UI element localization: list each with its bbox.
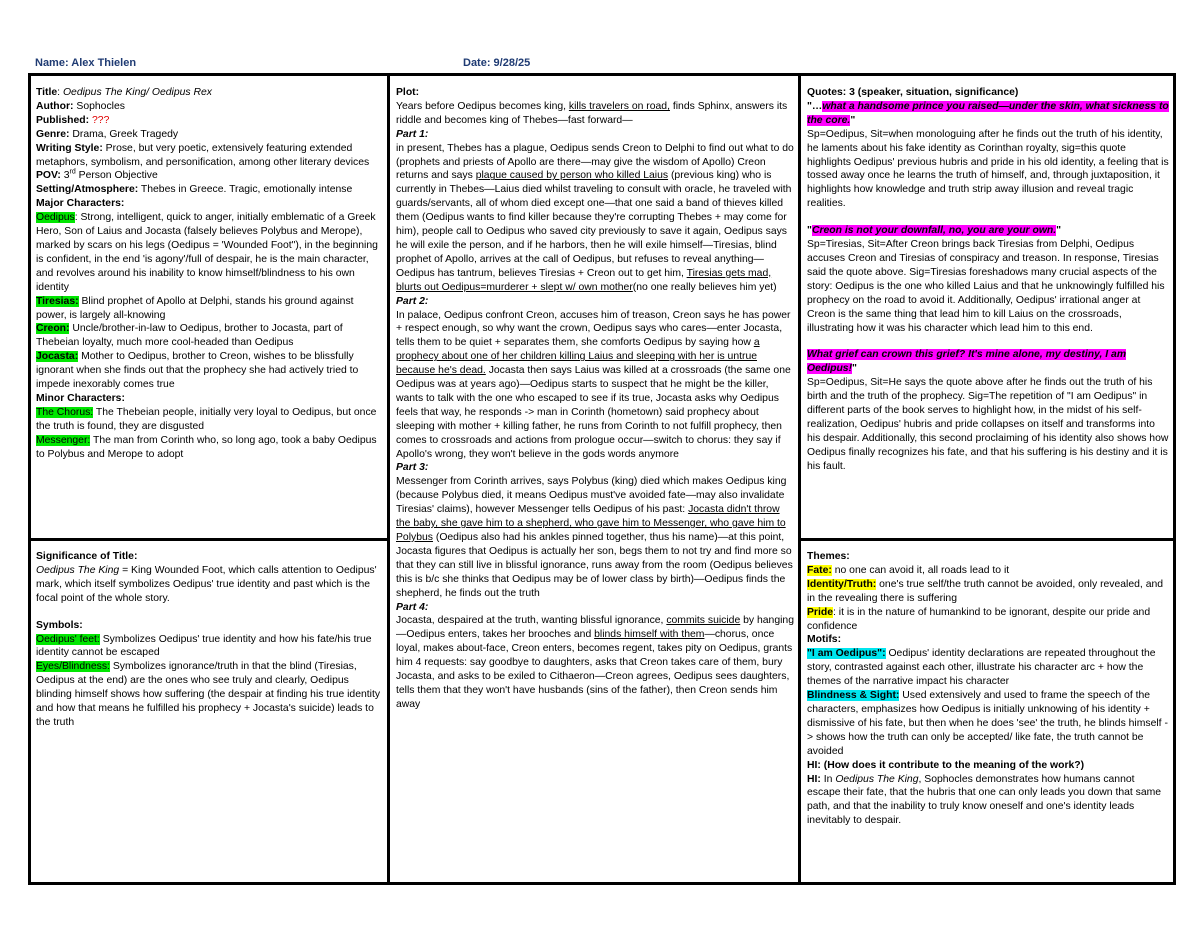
character-tiresias: Tiresias: Blind prophet of Apollo at Delphi, stands his ground against power, is largely all-knowing xyxy=(36,295,354,321)
quote-3: What grief can crown this grief? It's mine alone, my destiny, I am Oedipus!" xyxy=(807,349,1127,375)
assignment-date: Date: 9/28/25 xyxy=(463,57,531,69)
themes-cell xyxy=(807,550,1169,880)
quote-2: "Creon is not your downfall, no, you are your own." xyxy=(807,225,1062,237)
plot-intro: Years before Oedipus becomes king, kills travelers on road, finds Sphinx, answers its riddle and becomes king of Thebes—fast forward— xyxy=(396,100,788,126)
motif-blindness-sight: Blindness & Sight: Used extensively and used to frame the speech of the characters, emphasizes how Oedipus is initially unknowing of his identity + dismissive of his fate, but then when he does 'see' the truth, he blinds himself -> shows how the truth can only be accepted/ like fate, the truth cannot be avoided xyxy=(807,690,1168,757)
theme-pride: Pride: it is in the nature of humankind to be ignorant, despite our pride and confidence xyxy=(807,606,1151,632)
character-oedipus: Oedipus: Strong, intelligent, quick to anger, initially emblematic of a Greek Hero, Son of Laius and Jocasta (falsely believes Polybus and Merope), marked by scars on his legs (Oedipus = 'Wounded Foot"), in the beginning is confident, in the end 'is agony'/full of despair, he is the main character, and revolves around his inability to know himself/blindness to his own identity xyxy=(36,212,378,293)
quote-2-analysis: Sp=Tiresias, Sit=After Creon brings back Tiresias from Delphi, Oedipus accuses Creon and Tiresias of conspiracy and treason. In response, Tiresias said the quote above. Sig=Tiresias foreshadows many crucial aspects of the story: Oedipus is the one who killed Laius and that he unknowingly fulfilled his prophecy on the road to avoid it. Additionally, Oedipus' irrational anger at Creon is the same thing that lead him to kill Laius on the crossroads, illustrating how it was his character which lead him to this end. xyxy=(807,239,1165,334)
character-messenger: Messenger: The man from Corinth who, so long ago, took a baby Oedipus to Polybus and Merope to adopt xyxy=(36,434,377,460)
motifs-heading: Motifs: xyxy=(807,634,842,646)
part-3-heading: Part 3: xyxy=(396,462,429,474)
quote-3-analysis: Sp=Oedipus, Sit=He says the quote above after he finds out the truth of his birth and the truth of the prophecy. Sig=The repetition of "I am Oedipus" in different parts of the book serves to highlight how, in the midst of his self-realization, Oedipus' hubris and pride collapses on itself and transforms into his despair. Additionally, this second proclaiming of his identity also shows how Oedipus finally recognizes his fate, and that his suffering is his destiny and it is his fault. xyxy=(807,377,1169,472)
part-2-heading: Part 2: xyxy=(396,295,429,307)
book-info-cell xyxy=(36,86,383,536)
author-value: Sophocles xyxy=(76,100,125,112)
character-creon: Creon: Uncle/brother-in-law to Oedipus, brother to Jocasta, part of Thebeian loyalty, much more cool-headed than Oedipus xyxy=(36,323,343,349)
themes-heading: Themes: xyxy=(807,551,850,562)
part-4-text: Jocasta, despaired at the truth, wanting blissful ignorance, commits suicide by hanging—Oedipus enters, takes her brooches and blinds himself with them—chorus, once loyal, makes about-face, Creon enters, becomes regent, takes pity on Oedipus, grants him 4 requests: say goodbye to daughters, asks that Creon takes care of them, bury Jocasta, and asks to be exiled to Cithaeron—Creon agrees, Oedipus sees daughters, tells them that they won't have husbands (sins of the father), then Creon sends him away xyxy=(396,615,794,710)
theme-fate: Fate: no one can avoid it, all roads lead to it xyxy=(807,564,1010,576)
theme-identity: Identity/Truth: one's true self/the truth cannot be avoided, only revealed, and in the revealing there is suffering xyxy=(807,578,1164,604)
significance-cell xyxy=(36,550,383,880)
hi-question: HI: (How does it contribute to the meaning of the work?) xyxy=(807,759,1085,771)
book-title: Oedipus The King/ Oedipus Rex xyxy=(62,87,212,98)
published-line: Published: ??? xyxy=(36,114,110,126)
quote-1: "…what a handsome prince you raised—under the skin, what sickness to the core." xyxy=(807,100,1169,126)
motif-i-am-oedipus: "I am Oedipus": Oedipus' identity declarations are repeated throughout the story, contrasted against each other, illustrate his character arc + how the themes of the narrative impact his character xyxy=(807,648,1156,688)
published-value: ??? xyxy=(92,114,110,126)
student-name: Name: Alex Thielen xyxy=(35,57,137,69)
column-divider-1 xyxy=(387,76,390,882)
genre-line: Genre: Drama, Greek Tragedy xyxy=(36,128,179,140)
significance-text: Oedipus The King = King Wounded Foot, which calls attention to Oedipus' mark, which itself symbolizes Oedipus' true identity and past which is the focal point of the whole story. xyxy=(36,564,377,604)
row-divider-left xyxy=(31,538,388,541)
part-2-text: In palace, Oedipus confront Creon, accuses him of treason, Creon says he has power + respect enough, so why want the crown, Oedipus says who cares—enter Jocasta, tells them to be quiet + separates them, she comforts Oedipus by saying how a prophecy about one of her children killing Laius and sleeping with her is untrue because he's dead. Jocasta then says Laius was killed at a crossroads (the same one Oedipus was at years ago)—Oedipus starts to suspect that he might be the killer, wants to talk with the one who escaped to see if its true, Jocasta asks why Oedipus feels that way, he responds -> man in Corinth (hometown) said prophecy about sleeping with mother + killing father, he runs from Corinth to not fulfill prophecy, then comes to crossroads and actions from prologue occur—switch to chorus: they say if Apollo's wrong, they won't believe in the gods words anymore xyxy=(396,309,791,460)
symbol-blindness: Eyes/Blindness: Symbolizes ignorance/truth in that the blind (Tiresias, Oedipus at the end) are the ones who see truly and clearly, Oedipus blinding himself shows how suffering (the despair at finding his true identity and how that means he fulfilled his prophecy + Jocasta's suicide) leads to the truth xyxy=(36,661,381,728)
author-line: Author: Sophocles xyxy=(36,100,125,112)
hi-answer: HI: In Oedipus The King, Sophocles demonstrates how humans cannot escape their fate, that the hubris that one can only leads you down that same path, and that the inability to truly know oneself and one's identity leads inevitably to despair. xyxy=(807,773,1162,827)
column-divider-2 xyxy=(798,76,801,882)
significance-heading: Significance of Title: xyxy=(36,551,138,562)
pov-line: POV: 3rd Person Objective xyxy=(36,168,158,182)
row-divider-right xyxy=(798,538,1173,541)
symbol-feet: Oedipus' feet: Symbolizes Oedipus' true identity and how his fate/his true identity cannot be escaped xyxy=(36,633,372,659)
plot-heading: Plot: xyxy=(396,87,420,98)
writing-style-line: Writing Style: Prose, but very poetic, extensively featuring extended metaphors, symbolism, and personification, among other literary devices xyxy=(36,142,370,168)
quote-1-analysis: Sp=Oedipus, Sit=when monologuing after he finds out the truth of his identity, he laments about his fake identity as Corinthan royalty, sig=this quote highlights Oedipus' previous hubris and pride in his old identity, a feeling that is tossed away once he learns the truth of himself, and, through juxtaposition, it highlights how knowledge and truth strip away illusion and reveal tragic realities. xyxy=(807,128,1169,210)
notes-grid xyxy=(28,73,1176,885)
quotes-cell xyxy=(807,86,1169,536)
setting-line: Setting/Atmosphere: Thebes in Greece. Tragic, emotionally intense xyxy=(36,184,353,196)
major-characters-heading: Major Characters: xyxy=(36,198,125,210)
part-4-heading: Part 4: xyxy=(396,601,429,613)
minor-characters-heading: Minor Characters: xyxy=(36,392,125,404)
plot-cell xyxy=(396,86,794,884)
part-1-text: in present, Thebes has a plague, Oedipus sends Creon to Delphi to find out what to do (prophets and priests of Apollo are there—may give the wisdom of Apollo) Creon returns and says plague caused by person who killed Laius (previous king) who is currently in Thebes—Laius died whilst traveling to consult with oracle, he traveled with guards/servants, all of whom died except one—that one said a band of thieves killed them (Oedipus wants to find killer because they're corrupting Thebes + may come for him), people call to Oedipus who saved city previously to save it again, Oedipus says he will exile the person, and if he harbors, then he will exile himself—Tiresias, blind prophet of Apollo, arrives at the call of Oedipus, but refuses to reveal anything—Oedipus has tantrum, believes Tiresias + Creon out to get him, Tiresias gets mad, blurts out Oedipus=murderer + slept w/ own mother(no one really believes him yet) xyxy=(396,142,794,293)
character-chorus: The Chorus: The Thebeian people, initially very loyal to Oedipus, but once the truth is found, they are disgusted xyxy=(36,406,377,432)
character-jocasta: Jocasta: Mother to Oedipus, brother to Creon, wishes to be blissfully ignorant when she finds out that the prophecy she had actively tried to impede inexorably comes true xyxy=(36,351,359,391)
quotes-heading: Quotes: 3 (speaker, situation, significance) xyxy=(807,87,1019,98)
symbols-heading: Symbols: xyxy=(36,619,83,631)
part-1-heading: Part 1: xyxy=(396,128,429,140)
part-3-text: Messenger from Corinth arrives, says Polybus (king) died which makes Oedipus king (because Polybus died, it means Oedipus must've avoided fate—may also invalidate Tiresias' claims), however Messenger tells Oedipus of his past: Jocasta didn't throw the baby, she gave him to a shepherd, who gave him to Messenger, who gave him to Polybus (Oedipus also had his ankles pinned together, thus his name)—at this point, Jocasta figures that Oedipus is actually her son, begs them to not try and find more so that they can still live in blissful ignorance, runs away from the room (Oedipus believes this is b/c she thinks that Oedipus may be of lower class by birth)—Oedipus finds the shepherd, he finds out the truth xyxy=(396,476,793,599)
title-line: Title: Oedipus The King/ Oedipus Rex xyxy=(36,87,212,98)
